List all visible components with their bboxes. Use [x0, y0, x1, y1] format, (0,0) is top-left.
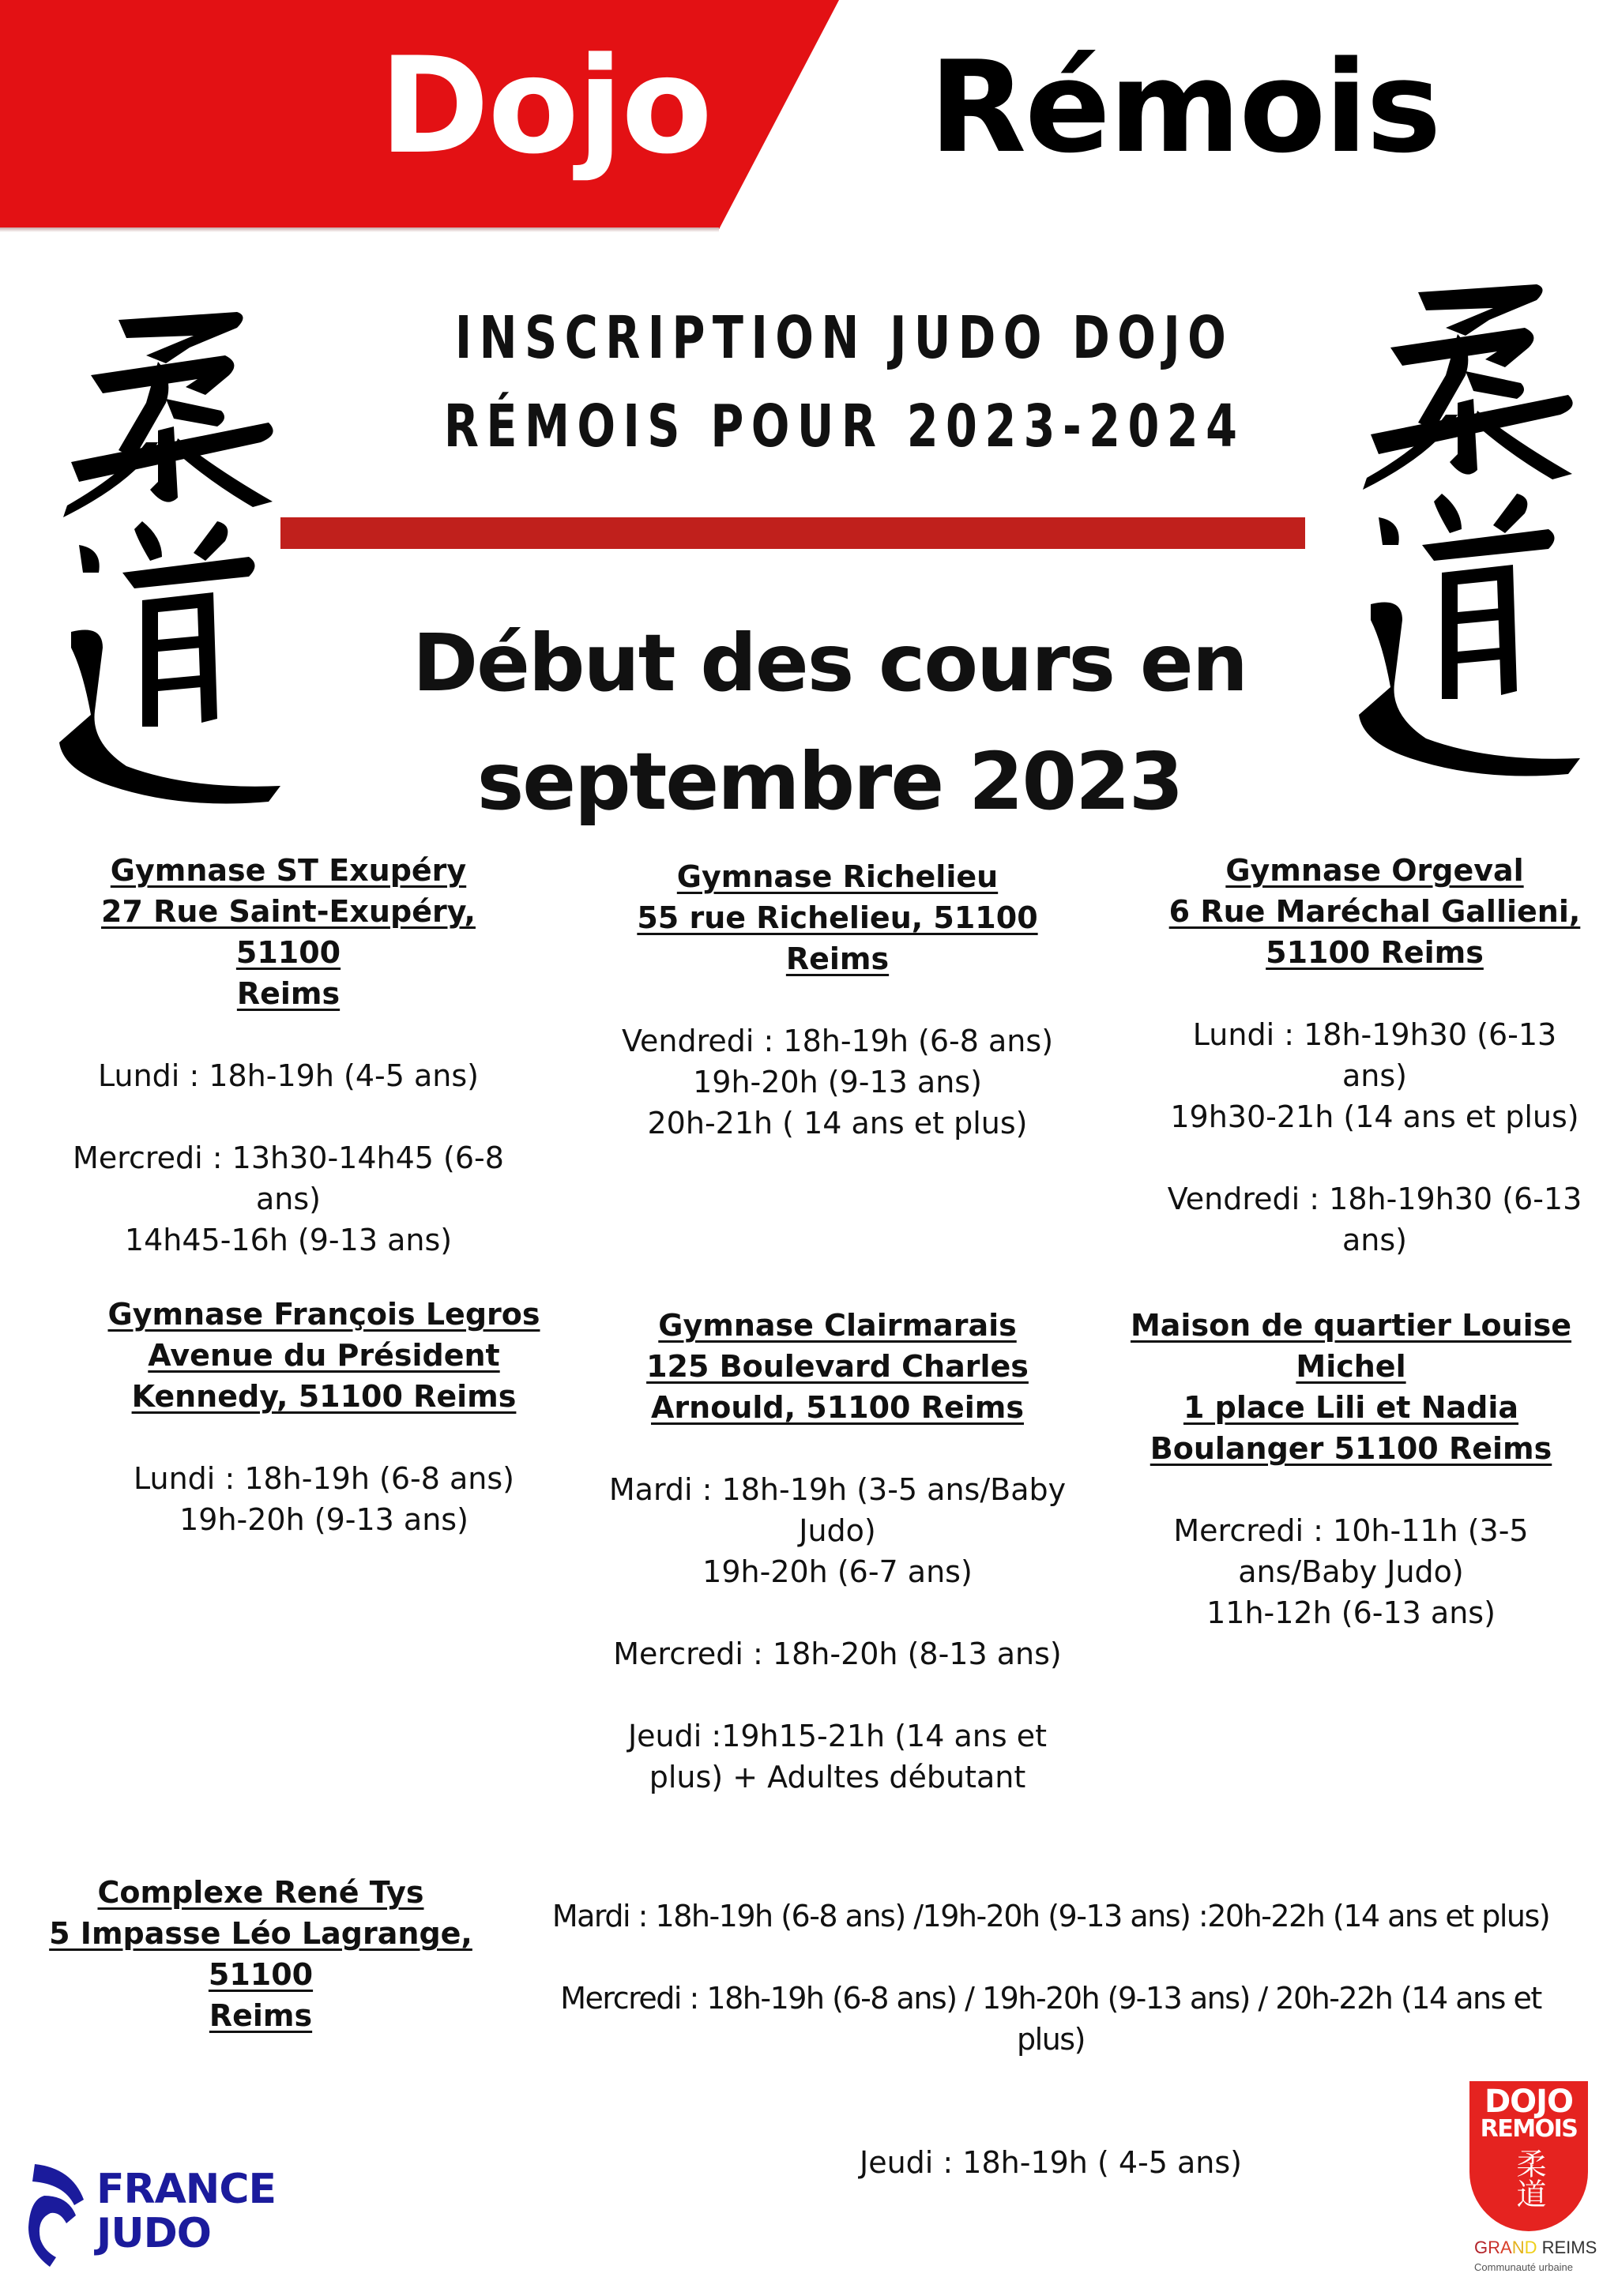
schedule-line: Judo) — [799, 1513, 876, 1548]
gym-address-line: Reims — [209, 1998, 313, 2033]
gym-st-exupery — [55, 850, 521, 1261]
start-date-line1: Début des cours en — [412, 617, 1247, 709]
gym-richelieu — [585, 856, 1090, 1144]
grand-letter: A — [1500, 2238, 1512, 2257]
grand-reims-reims: REIMS — [1541, 2238, 1597, 2257]
schedule-line: Mardi : 18h-19h (6-8 ans) /19h-20h (9-13 ans) :20h-22h (14 ans et plus) — [551, 1899, 1550, 1933]
schedule-line: ans) — [1342, 1223, 1407, 1257]
registration-heading-line2: RÉMOIS POUR 2023-2024 — [443, 393, 1245, 460]
schedule-line: Vendredi : 18h-19h30 (6-13 — [1167, 1182, 1582, 1216]
grand-letter: G — [1474, 2238, 1488, 2257]
schedule-line: Mercredi : 18h-19h (6-8 ans) / 19h-20h (9-13 ans) / 20h-22h (14 ans et — [560, 1981, 1541, 2016]
france-judo-logo — [28, 2164, 289, 2267]
dojo-remois-kanji-icon: 柔道 — [1511, 2148, 1546, 2208]
gym-address-line: 6 Rue Maréchal Gallieni, — [1168, 894, 1581, 929]
gym-name: Gymnase ST Exupéry — [110, 853, 467, 888]
schedule-line: plus) — [1017, 2022, 1085, 2057]
schedule-block — [585, 1469, 1090, 1798]
judo-kanji-icon-left — [47, 300, 284, 821]
schedule-line: 11h-12h (6-13 ans) — [1206, 1595, 1496, 1630]
schedule-line: Mercredi : 13h30-14h45 (6-8 — [73, 1140, 504, 1175]
gym-name: Gymnase Richelieu — [676, 859, 999, 894]
schedule-line: Mercredi : 18h-20h (8-13 ans) — [613, 1637, 1062, 1671]
france-judo-line1: FRANCE — [96, 2166, 277, 2213]
schedule-line: Mercredi : 10h-11h (3-5 — [1173, 1513, 1529, 1548]
start-date-line2: septembre 2023 — [476, 735, 1183, 828]
dojo-remois-logo-line1: DOJO — [1484, 2084, 1574, 2120]
gym-address-line: 51100 Reims — [1266, 935, 1484, 970]
schedule-line: plus) + Adultes débutant — [649, 1760, 1026, 1794]
gym-name: Maison de quartier Louise — [1130, 1308, 1572, 1343]
title-remois: Rémois — [929, 33, 1440, 181]
gym-address-line: Avenue du Président — [148, 1338, 500, 1373]
registration-heading-line1: INSCRIPTION JUDO DOJO — [454, 304, 1234, 372]
gym-francois-legros — [95, 1294, 553, 1540]
gym-address-line: 1 place Lili et Nadia — [1183, 1390, 1519, 1425]
schedule-line: 19h30-21h (14 ans et plus) — [1170, 1099, 1579, 1134]
grand-reims-wordmark — [1474, 2238, 1597, 2258]
schedule-block — [95, 1458, 553, 1540]
schedule-line: 19h-20h (6-7 ans) — [702, 1554, 973, 1589]
gym-address-line: 125 Boulevard Charles — [646, 1349, 1029, 1384]
communaute-urbaine-label: Communauté urbaine — [1474, 2261, 1574, 2273]
schedule-block — [1153, 1014, 1596, 1261]
schedule-line: Lundi : 18h-19h (4-5 ans) — [98, 1058, 479, 1093]
schedule-line: Lundi : 18h-19h (6-8 ans) — [134, 1461, 514, 1496]
dojo-remois-shield — [1469, 2081, 1588, 2231]
schedule-block — [1130, 1510, 1572, 1633]
gym-name: Gymnase Clairmarais — [658, 1308, 1017, 1343]
schedule-line: Jeudi :19h15-21h (14 ans et — [627, 1719, 1048, 1753]
header-band-shadow — [0, 227, 719, 232]
schedule-line: 19h-20h (9-13 ans) — [693, 1065, 982, 1099]
schedule-line: Jeudi : 18h-19h ( 4-5 ans) — [859, 2145, 1243, 2180]
gym-address-line: 27 Rue Saint-Exupéry, 51100 — [101, 894, 476, 970]
start-date-heading — [363, 604, 1296, 841]
gym-address-line: 55 rue Richelieu, 51100 Reims — [637, 900, 1038, 976]
schedule-block — [55, 1055, 521, 1261]
gym-orgeval — [1153, 850, 1596, 1261]
dojo-remois-logo — [1469, 2081, 1597, 2287]
gym-address-line: Arnould, 51100 Reims — [651, 1390, 1024, 1425]
red-divider — [280, 517, 1305, 549]
grand-letter: N — [1511, 2238, 1525, 2257]
gym-address-line: 5 Impasse Léo Lagrange, 51100 — [49, 1916, 472, 1992]
schedule-line: 14h45-16h (9-13 ans) — [124, 1223, 453, 1257]
france-judo-emblem-icon — [28, 2164, 92, 2267]
gym-complexe-rene-tys — [8, 1872, 514, 2036]
registration-heading — [403, 294, 1286, 471]
schedule-line: ans) — [256, 1182, 321, 1216]
schedule-line: Mardi : 18h-19h (3-5 ans/Baby — [608, 1472, 1067, 1507]
gym-address-line: Kennedy, 51100 Reims — [131, 1379, 517, 1414]
grand-letter: R — [1488, 2238, 1501, 2257]
judo-kanji-icon-right — [1347, 272, 1584, 794]
schedule-block — [585, 1020, 1090, 1144]
schedule-line: 19h-20h (9-13 ans) — [179, 1502, 468, 1537]
france-judo-line2: JUDO — [96, 2210, 211, 2257]
gym-address-line: Boulanger 51100 Reims — [1150, 1431, 1552, 1466]
gym-name: Complexe René Tys — [97, 1875, 424, 1910]
gym-clairmarais — [585, 1305, 1090, 1798]
dojo-remois-logo-line2: REMOIS — [1480, 2115, 1578, 2143]
schedule-line: ans) — [1342, 1058, 1407, 1093]
gym-maison-louise-michel — [1130, 1305, 1572, 1633]
schedule-line: 20h-21h ( 14 ans et plus) — [647, 1106, 1028, 1140]
gym-name-line2: Michel — [1296, 1349, 1406, 1384]
gym-address-line: Reims — [236, 976, 341, 1011]
grand-letter: D — [1524, 2238, 1537, 2257]
gym-name: Gymnase François Legros — [107, 1297, 540, 1332]
schedule-line: ans/Baby Judo) — [1238, 1554, 1464, 1589]
gym-name: Gymnase Orgeval — [1225, 853, 1524, 888]
schedule-line: Vendredi : 18h-19h (6-8 ans) — [621, 1024, 1054, 1058]
schedule-line: Lundi : 18h-19h30 (6-13 — [1192, 1017, 1557, 1052]
title-dojo: Dojo — [379, 28, 711, 183]
rene-tys-schedule — [521, 1896, 1580, 2183]
